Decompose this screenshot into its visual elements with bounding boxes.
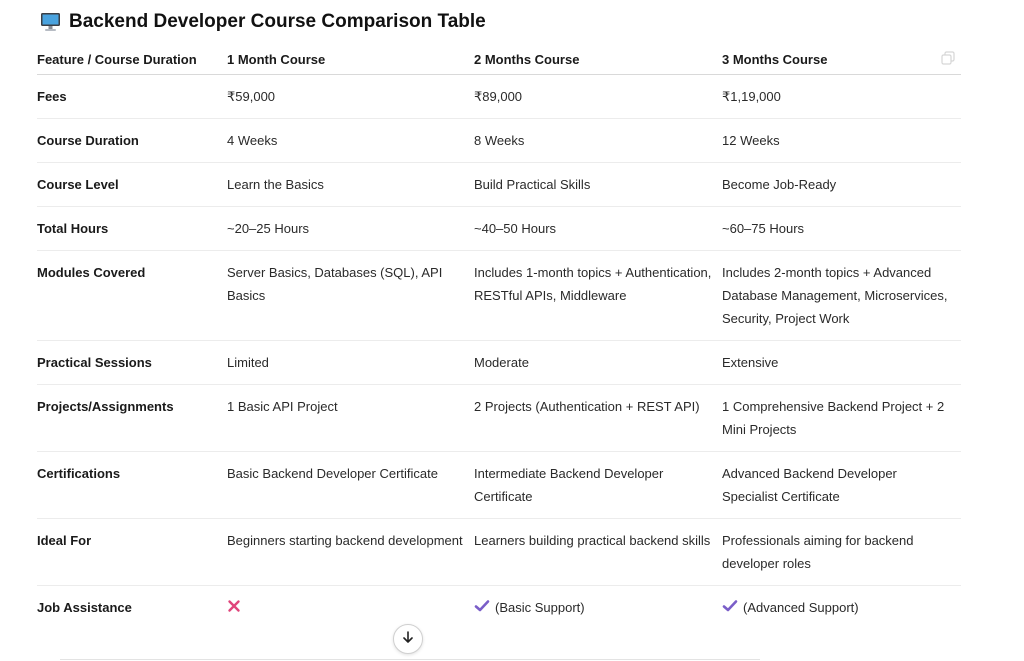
table-cell: 1 Comprehensive Backend Project + 2 Mini Projects [722,385,961,452]
table-row [37,452,961,519]
table-cell: Moderate [474,341,722,385]
table-cell: Includes 2-month topics + Advanced Database Management, Microservices, Security, Project Work [722,251,961,341]
table-cell: Build Practical Skills [474,163,722,207]
comparison-table [37,44,961,630]
feature-cell: Practical Sessions [37,341,227,385]
desktop-computer-icon [40,12,61,32]
table-cell: Become Job-Ready [722,163,961,207]
table-row [37,251,961,341]
table-cell: ₹59,000 [227,75,474,119]
table-cell: Limited [227,341,474,385]
table-cell: Advanced Backend Developer Specialist Certificate [722,452,961,519]
table-cell: Beginners starting backend development [227,519,474,586]
table-cell: Learn the Basics [227,163,474,207]
copy-icon[interactable] [941,51,955,65]
table-cell: ₹89,000 [474,75,722,119]
table-cell: 12 Weeks [722,119,961,163]
table-row [37,119,961,163]
feature-cell: Course Duration [37,119,227,163]
cross-mark-icon [227,597,241,620]
table-row [37,385,961,452]
page-title: Backend Developer Course Comparison Table [69,11,486,32]
feature-cell: Projects/Assignments [37,385,227,452]
job-assistance-text: (Advanced Support) [743,600,859,615]
table-cell: Server Basics, Databases (SQL), API Basics [227,251,474,341]
job-assistance-text: (Basic Support) [495,600,585,615]
table-cell: ₹1,19,000 [722,75,961,119]
table-cell: Professionals aiming for backend developer roles [722,519,961,586]
feature-cell: Modules Covered [37,251,227,341]
table-row [37,586,961,631]
table-cell: 2 Projects (Authentication + REST API) [474,385,722,452]
check-mark-icon [722,597,738,620]
feature-cell: Ideal For [37,519,227,586]
table-cell: ~40–50 Hours [474,207,722,251]
table-cell [722,586,961,631]
table-header-row [37,44,961,75]
column-header: 3 Months Course [722,44,961,75]
column-header: 1 Month Course [227,44,474,75]
table-cell: Extensive [722,341,961,385]
table-cell: 4 Weeks [227,119,474,163]
page-heading [40,8,486,36]
feature-cell: Certifications [37,452,227,519]
feature-cell: Fees [37,75,227,119]
table-cell: 8 Weeks [474,119,722,163]
table-cell: Includes 1-month topics + Authentication, RESTful APIs, Middleware [474,251,722,341]
table-cell: Intermediate Backend Developer Certificate [474,452,722,519]
column-header: 2 Months Course [474,44,722,75]
table-row [37,341,961,385]
table-cell: Basic Backend Developer Certificate [227,452,474,519]
table-cell: Learners building practical backend skills [474,519,722,586]
divider [60,659,760,660]
table-cell [474,586,722,631]
scroll-down-button[interactable] [393,624,423,654]
feature-cell: Course Level [37,163,227,207]
feature-cell: Job Assistance [37,600,132,615]
table-row [37,519,961,586]
feature-cell: Total Hours [37,207,227,251]
table-cell [227,586,474,631]
check-mark-icon [474,597,490,620]
table-cell: ~60–75 Hours [722,207,961,251]
table-row [37,75,961,119]
arrow-down-icon [401,630,415,649]
table-row [37,207,961,251]
comparison-table-container [37,44,961,630]
table-cell: ~20–25 Hours [227,207,474,251]
table-row [37,163,961,207]
column-header: Feature / Course Duration [37,44,227,75]
table-cell: 1 Basic API Project [227,385,474,452]
